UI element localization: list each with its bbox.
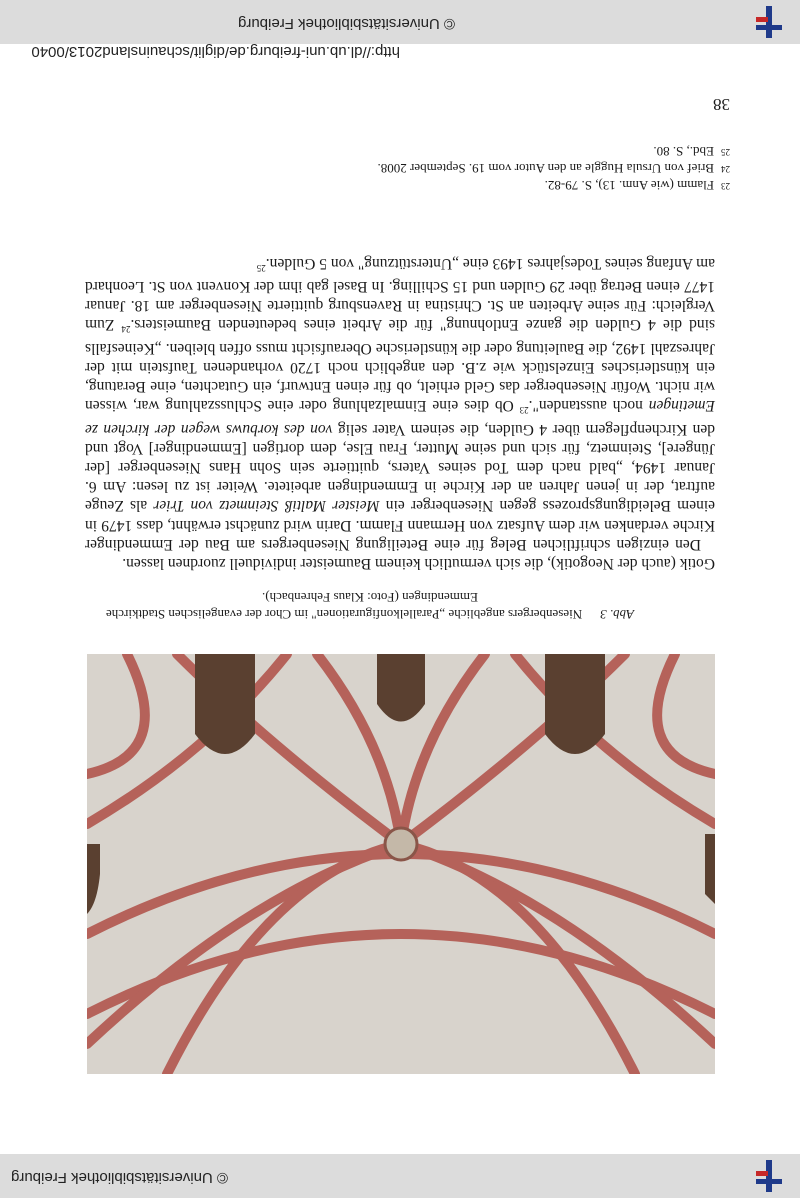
viewer-bottom-bar bbox=[0, 0, 800, 60]
caption-text: Niesenbergers angebliche „Parallelkonfigurationen" im Chor der evangelischen Stadtkirche Emmendingen (Foto: Klaus Fehrenbach). bbox=[105, 590, 583, 622]
university-logo-icon bbox=[756, 1160, 782, 1192]
paragraph: Gotik (auch der Neogotik), die sich vermutlich keinem Baumeister individuell zuordnen lassen. bbox=[122, 555, 715, 572]
figure-caption bbox=[90, 589, 650, 623]
caption-label: Abb. 3 bbox=[600, 607, 635, 622]
viewer-top-bar bbox=[0, 1154, 800, 1198]
university-logo-icon bbox=[756, 6, 782, 38]
page-number: 38 bbox=[713, 95, 730, 114]
footnote: 23 Flamm (wie Anm. 13), S. 79-82. bbox=[544, 178, 730, 193]
copyright-text: © Universitätsbibliothek Freiburg bbox=[238, 15, 455, 32]
paragraph: Den einzigen schriftlichen Beleg für eine Beteiligung Niesenbergers am Bau der Emmendinger Kirche verdanken wir dem Aufsatz von Hermann Flamm. Darin wird zunächst erwähnt, dass 1479 in einem Beleidigungsprozess gegen Niesenberger ein Meister Maltiß Steinmetz von Trier als Zeuge auftrat, der in jenen Jahren an der Kirche in Emmendingen arbeitete. Weiter ist zu lesen: Am 6. Januar 1494, „bald nach dem Tod seines Vaters, quittierte sein Sohn Hans Niesenberger [der Jüngere], Steinmetz, für sich und seine Mutter, Frau Else, dem dortigen [Emmendinger] Vogt und den Kirchenpflegern über 4 Gulden, die seinem Vater selig von des korbuws wegen der kirchen ze Emetingen noch ausstanden".$^{23}$ Ob dies eine Einmalzahlung oder eine Schlusszahlung war, wissen wir nicht. Wofür Niesenberger das Geld erhielt, ob für einen Entwurf, ein Gutachten, eine Beratung, ein künstlerisches Einzelstück wie z.B. den angeblich noch 1720 vorhandenen Taufstein mit der Jahreszahl 1492, die Bauleitung oder die künstlerische Oberaufsicht muss offen bleiben. „Keinesfalls sind die 4 Gulden die ganze Entlohnung" für die Arbeit eines bedeutenden Baumeisters.$^{24}$ Zum Vergleich: Für seine Arbeiten an St. Christina in Ravensburg quittierte Niesenberger am 18. Januar 1477 einen Betrag über 29 Gulden und 15 Schilling. In Basel gab ihm der Konvent von St. Leonhard am Anfang seines Todesjahres 1493 eine „Unterstützung" von 5 Gulden.$^{25}$ bbox=[85, 254, 715, 553]
footnotes bbox=[70, 143, 730, 194]
footnote: 24 Brief von Ursula Huggle an den Autor vom 19. September 2008. bbox=[377, 161, 730, 176]
vault-photo bbox=[87, 654, 715, 1074]
copyright-text: © Universitätsbibliothek Freiburg bbox=[11, 1169, 228, 1186]
footnote-ref: 25 bbox=[256, 262, 266, 273]
permalink[interactable]: http://dl.ub.uni-freiburg.de/diglit/schauinsland2013/0040 bbox=[31, 43, 400, 60]
footnote-ref: 23 bbox=[519, 405, 529, 416]
footnote-ref: 24 bbox=[121, 324, 131, 335]
body-text bbox=[85, 253, 715, 573]
footnote: 25 Ebd., S. 80. bbox=[653, 144, 730, 159]
